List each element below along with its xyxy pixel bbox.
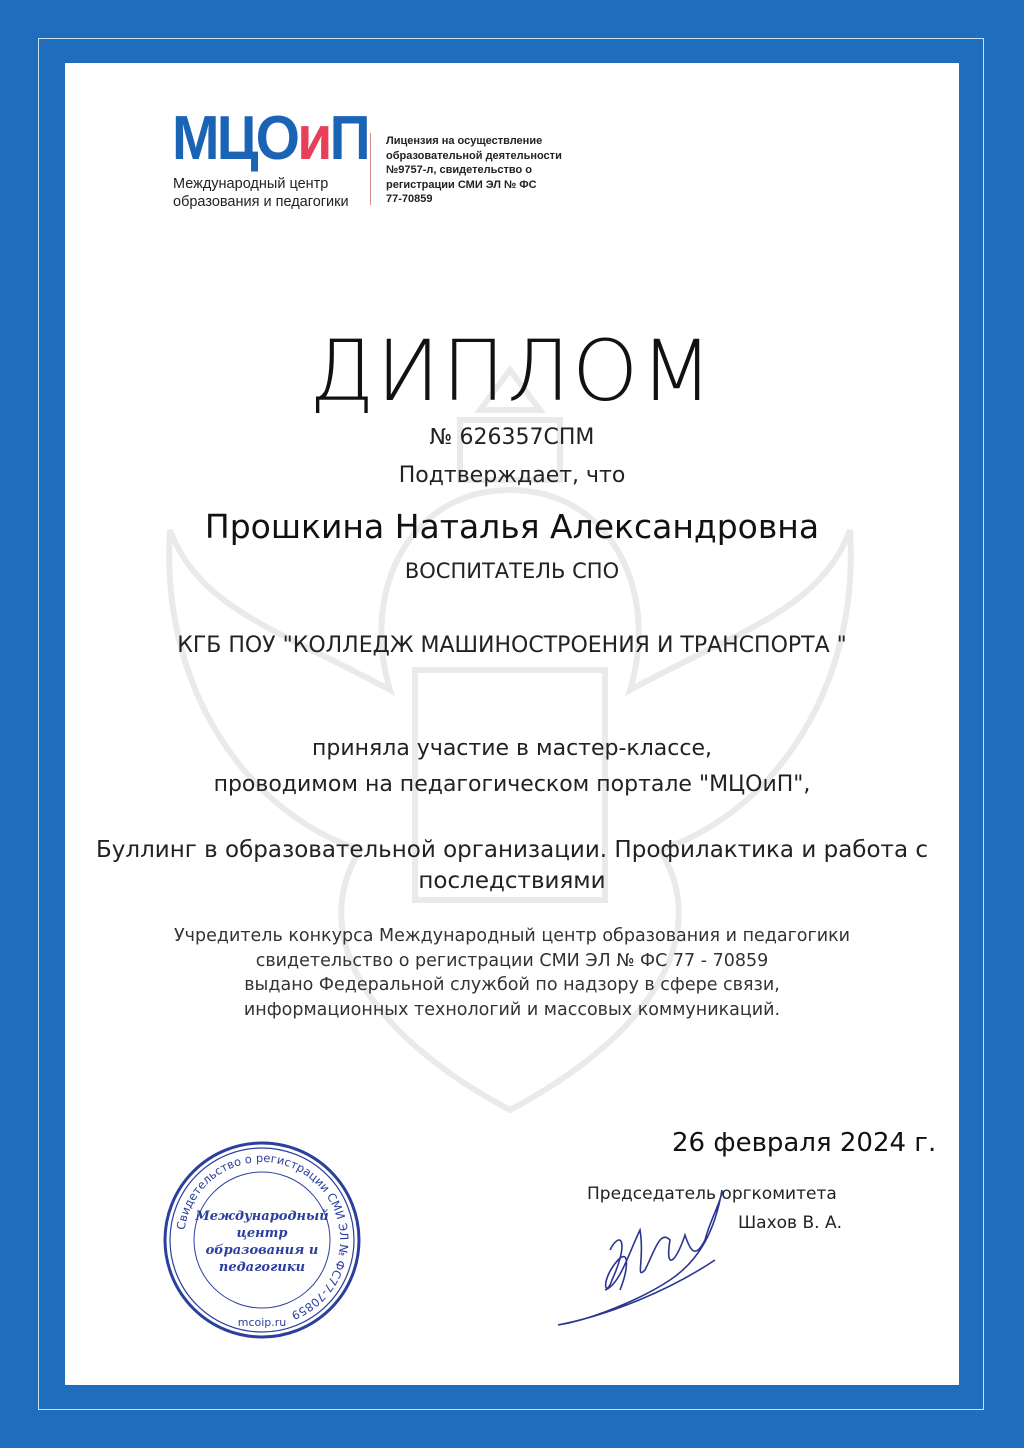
svg-text:Международный: Международный: [195, 1209, 329, 1224]
topic-line-1: Буллинг в образовательной организации. Профилактика и работа с: [95, 837, 928, 863]
topic-line-2: последствиями: [418, 868, 606, 894]
svg-text:образования и: образования и: [205, 1243, 319, 1258]
svg-text:Свидетельство о регистрации СМ: Свидетельство о регистрации СМИ ЭЛ № ФС77-70859: [173, 1150, 352, 1323]
recipient-position: ВОСПИТАТЕЛЬ СПО: [404, 559, 620, 583]
recipient-name: Прошкина Наталья Александровна: [204, 507, 820, 546]
organization: КГБ ПОУ "КОЛЛЕДЖ МАШИНОСТРОЕНИЯ И ТРАНСПОРТА ": [177, 633, 847, 658]
diploma-number: № 626357СПМ: [429, 425, 595, 450]
diploma-title: ДИПЛОМ: [309, 322, 715, 420]
participation-line-2: проводимом на педагогическом портале "МЦОиП",: [213, 772, 811, 797]
svg-text:центр: центр: [236, 1226, 288, 1241]
signatory-name: Шахов В. А.: [738, 1213, 842, 1233]
participation-line-1: приняла участие в мастер-классе,: [312, 736, 712, 761]
signature-icon: [550, 1190, 740, 1335]
logo-subtitle: Международный центр образования и педагогики: [173, 176, 349, 210]
svg-text:педагогики: педагогики: [218, 1260, 306, 1275]
logo-divider: [370, 133, 371, 205]
logo-wordmark: МЦОиП: [172, 104, 368, 173]
confirms-text: Подтверждает, что: [398, 463, 626, 488]
svg-text:mcoip.ru: mcoip.ru: [237, 1316, 287, 1329]
license-info: Лицензия на осуществление образовательной деятельности №9757-л, свидетельство о регистрации СМИ ЭЛ № ФС 77-70859: [386, 135, 562, 205]
signatory-role: Председатель оргкомитета: [587, 1184, 837, 1204]
organization-stamp: [162, 1140, 362, 1340]
issue-date: 26 февраля 2024 г.: [672, 1128, 937, 1158]
founder-info: Учредитель конкурса Международный центр образования и педагогики свидетельство о регистрации СМИ ЭЛ № ФС 77 - 70859 выдано Федеральной службой по надзору в сфере связи, информационных технологий и массовых коммуникаций.: [173, 926, 851, 1020]
